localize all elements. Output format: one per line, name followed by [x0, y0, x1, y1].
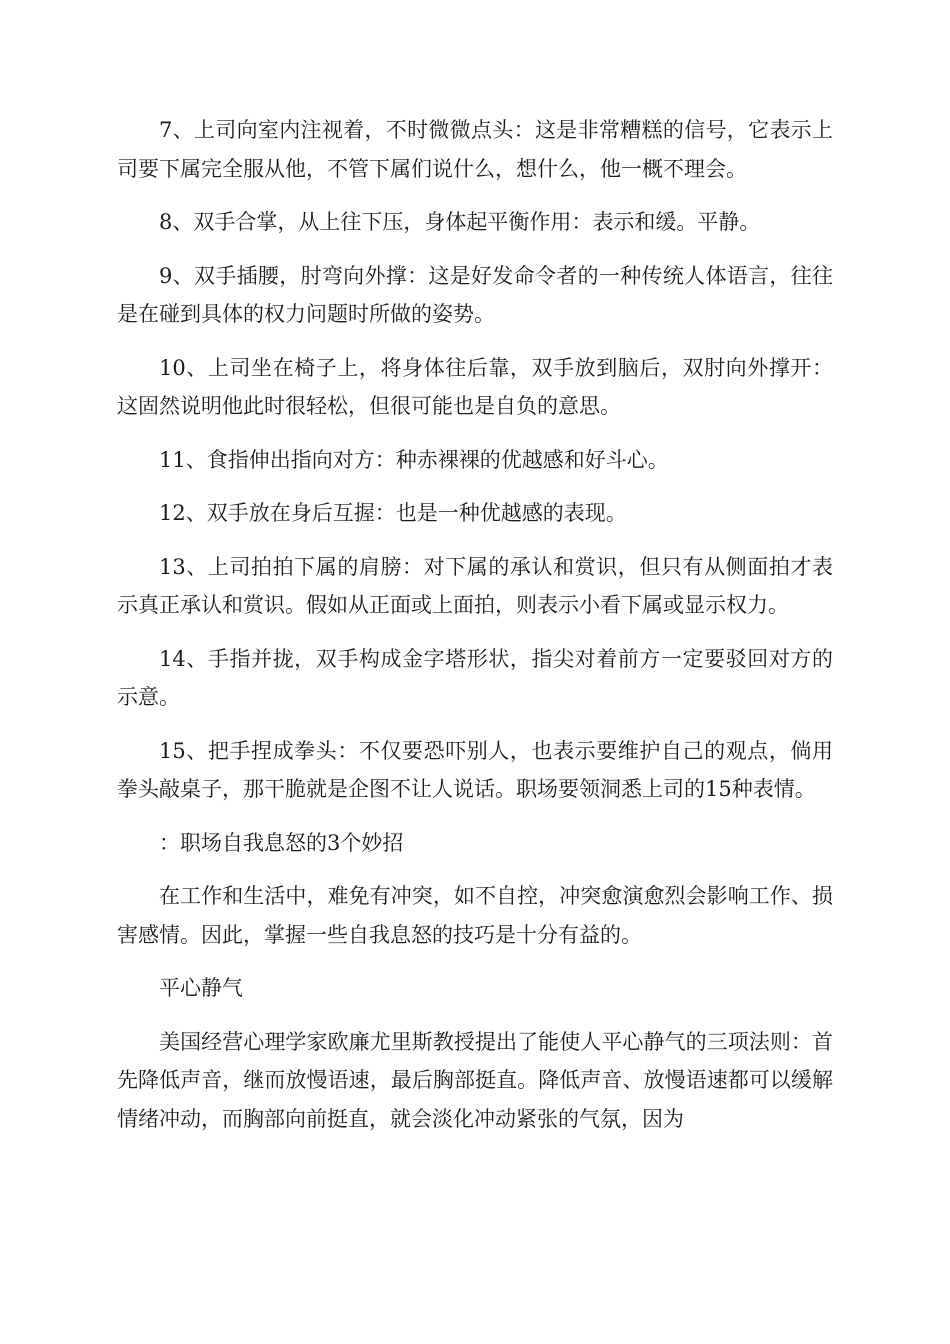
paragraph-item-8: 8、双手合掌，从上往下压，身体起平衡作用：表示和缓。平静。: [159, 210, 761, 234]
paragraph-intro: 在工作和生活中，难免有冲突，如不自控，冲突愈演愈烈会影响工作、损害感情。因此，掌握一些自我息怒的技巧是十分有益的。: [117, 884, 833, 947]
subheading-calm: 平心静气: [159, 976, 243, 1000]
document-body: [117, 111, 833, 1153]
paragraph-item-15: 15、把手捏成拳头：不仅要恐吓别人，也表示要维护自己的观点，倘用拳头敲桌子，那干脆就是企图不让人说话。职场要领洞悉上司的15种表情。: [117, 738, 833, 801]
paragraph-item-14: 14、手指并拢，双手构成金字塔形状，指尖对着前方一定要驳回对方的示意。: [117, 646, 833, 709]
paragraph-item-9: 9、双手插腰，肘弯向外撑：这是好发命令者的一种传统人体语言，往往是在碰到具体的权力问题时所做的姿势。: [117, 263, 833, 326]
paragraph-calm-rules: 美国经营心理学家欧廉尤里斯教授提出了能使人平心静气的三项法则：首先降低声音，继而放慢语速，最后胸部挺直。降低声音、放慢语速都可以缓解情绪冲动，而胸部向前挺直，就会淡化冲动紧张的气氛，因为: [117, 1029, 833, 1131]
paragraph-item-10: 10、上司坐在椅子上，将身体往后靠，双手放到脑后，双肘向外撑开：这固然说明他此时很轻松，但很可能也是自负的意思。: [117, 355, 833, 418]
paragraph-item-11: 11、食指伸出指向对方：种赤裸裸的优越感和好斗心。: [159, 447, 669, 472]
paragraph-item-7: 7、上司向室内注视着，不时微微点头：这是非常糟糕的信号，它表示上司要下属完全服从他，不管下属们说什么，想什么，他一概不理会。: [117, 118, 833, 181]
section-heading-anger-tips: ：职场自我息怒的3个妙招: [159, 830, 404, 855]
paragraph-item-13: 13、上司拍拍下属的肩膀：对下属的承认和赏识，但只有从侧面拍才表示真正承认和赏识。假如从正面或上面拍，则表示小看下属或显示权力。: [117, 554, 833, 617]
paragraph-item-12: 12、双手放在身后互握：也是一种优越感的表现。: [159, 501, 627, 525]
